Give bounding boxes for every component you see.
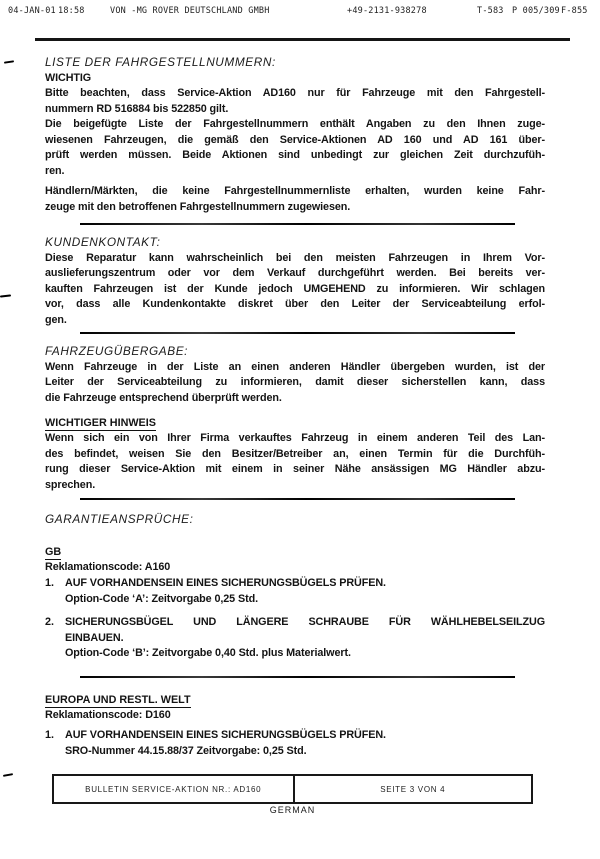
text-line: Händlern/Märkten, die keine Fahrgestellnummernliste erhalten, wurden keine Fahr- [45,185,545,197]
fax-id: F-855 [561,6,588,16]
text-line: die Fahrzeuge entsprechend überprüft werden. [45,391,282,404]
text-line: rung dieser Service-Aktion mit einem in seiner Nähe ansässigen MG Händler abzu- [45,463,545,475]
divider-rule [80,332,515,334]
text-line: EINBAUEN. [65,631,124,644]
subsection-europa [45,690,545,760]
fax-number: +49-2131-938278 [347,6,427,16]
text-line: SICHERUNGSBÜGEL UND LÄNGERE SCHRAUBE FÜR WÄHLHEBELSEILZUG [65,616,545,628]
text-line: gen. [45,313,67,326]
claim-code: Reklamationscode: D160 [45,708,171,721]
fax-time: 18:58 [58,6,85,16]
section-heading: GARANTIEANSPRÜCHE: [45,512,194,526]
text-line: zeuge mit den betroffenen Fahrgestellnummern zugewiesen. [45,200,351,213]
text-line: Die beigefügte Liste der Fahrgestellnummern enthält Angaben zu den Ihnen zuge- [45,118,545,130]
text-line: wiesenen Fahrzeugen, die gemäß den Service-Aktionen AD 160 und AD 161 über- [45,133,545,146]
text-line: Option-Code ‘A’: Zeitvorgabe 0,25 Std. [65,592,258,605]
text-line: Bitte beachten, dass Service-Aktion AD160 nur für Fahrzeuge mit den Fahrgestell- [45,87,545,99]
subsection-gb [45,542,545,662]
text-line: Wenn sich ein von Ihrer Firma verkauftes Fahrzeug in einem anderen Teil des Lan- [45,432,545,444]
text-line: des befindet, weisen Sie den Besitzer/Betreiber an, einen Termin für die Durchfüh- [45,447,545,460]
region-heading: EUROPA UND RESTL. WELT [45,693,191,706]
text-line: Leiter der Serviceabteilung zu informieren, damit dieser sicherstellen kann, dass [45,376,545,388]
item-number: 2. [45,616,55,628]
list-item [45,728,545,759]
section-fahrzeuguebergabe [45,344,545,406]
fax-sender: VON -MG ROVER DEUTSCHLAND GMBH [110,6,270,16]
page-footer [0,774,600,815]
divider-rule [35,38,570,41]
section-haendler-hinweis [45,184,545,215]
text-line: vor, dass alle Kundenkontakte diskret über den Leiter der Serviceabteilung erfol- [45,298,545,310]
text-line: Wenn Fahrzeuge in der Liste an einen anderen Händler übergeben wurden, ist der [45,360,545,373]
region-heading: GB [45,545,62,558]
divider-rule [80,498,515,500]
footer-box [52,774,533,804]
claim-code: Reklamationscode: A160 [45,560,171,573]
divider-rule [80,223,515,225]
item-number: 1. [45,577,55,589]
text-line: AUF VORHANDENSEIN EINES SICHERUNGSBÜGELS PRÜFEN. [65,729,386,741]
section-garantieansprueche [45,512,545,759]
text-line: Option-Code ‘B’: Zeitvorgabe 0,40 Std. plus Materialwert. [65,647,351,659]
section-kundenkontakt [45,235,545,328]
divider-rule [80,676,515,678]
text-line: ren. [45,164,65,177]
section-heading: FAHRZEUGÜBERGABE: [45,344,189,358]
footer-language: GERMAN [269,805,316,815]
section-heading: LISTE DER FAHRGESTELLNUMMERN: [45,55,276,69]
fax-transmission-id: T-583 [477,6,504,16]
fax-page-counter: P 005/309 [512,6,560,16]
text-line: SRO-Nummer 44.15.88/37 Zeitvorgabe: 0,25 Std. [65,744,307,757]
margin-mark [4,60,14,63]
text-line: nummern RD 516884 bis 522850 gilt. [45,102,229,115]
text-line: auslieferungszentrum oder vor dem Verkauf durchgeführt werden. Bei bereits ver- [45,267,545,279]
list-item [45,576,545,607]
wichtig-label: WICHTIG [45,71,92,84]
text-line: AUF VORHANDENSEIN EINES SICHERUNGSBÜGELS PRÜFEN. [65,577,386,589]
text-line: sprechen. [45,478,96,491]
list-item [45,615,545,662]
item-number: 1. [45,729,55,741]
section-fahrgestellnummern [45,55,545,179]
footer-page-number: SEITE 3 VON 4 [380,784,446,794]
document-body [45,55,545,759]
text-line: prüft werden müssen. Beide Aktionen sind unbedingt zur gleichen Zeit durchzufüh- [45,149,545,161]
section-wichtiger-hinweis [45,413,545,493]
fax-date: 04-JAN-01 [8,6,56,16]
fax-transmission-header [0,0,600,18]
margin-mark [0,294,11,297]
footer-bulletin-ref: BULLETIN SERVICE-AKTION NR.: AD160 [54,776,295,802]
text-line: kauften Fahrzeugen ist der Kunde jedoch UMGEHEND zu informieren. Wir schlagen [45,282,545,295]
section-heading: KUNDENKONTAKT: [45,235,161,249]
section-heading: WICHTIGER HINWEIS [45,417,156,429]
text-line: Diese Reparatur kann wahrscheinlich bei den meisten Fahrzeugen in Ihrem Vor- [45,251,545,264]
